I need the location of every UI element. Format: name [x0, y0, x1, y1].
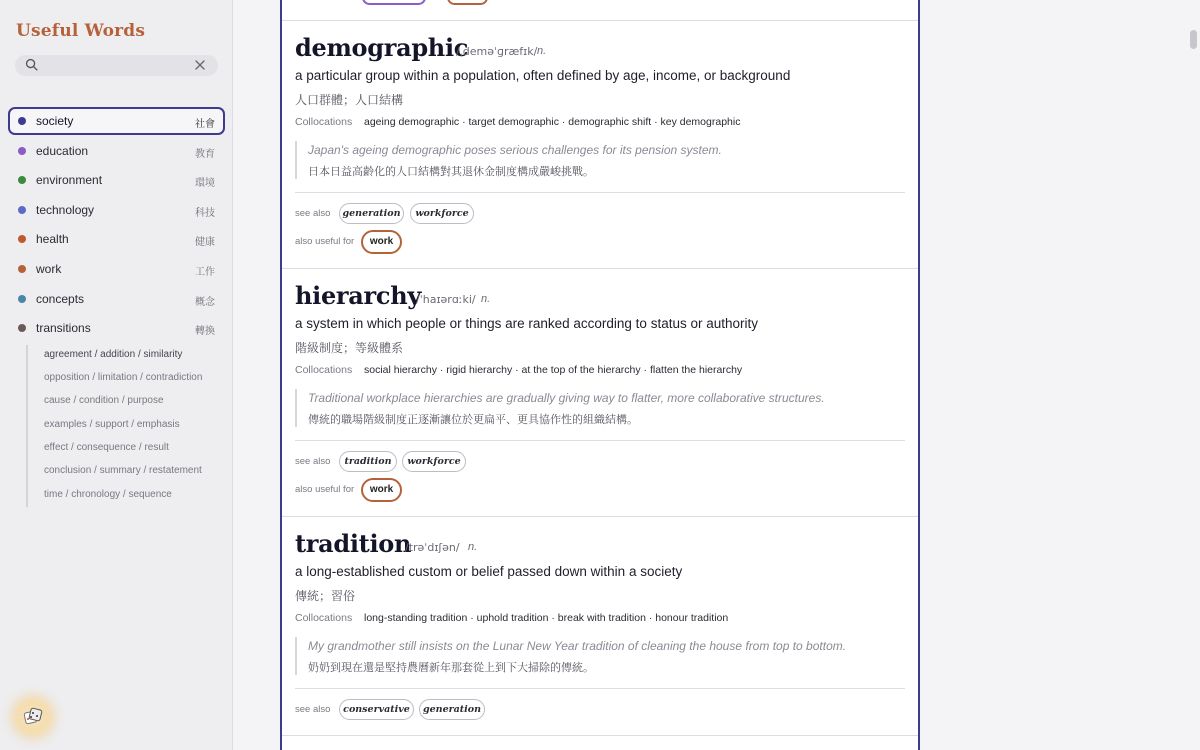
- category-dot: [18, 206, 26, 214]
- see-also-pill[interactable]: tradition: [339, 451, 397, 472]
- entry-ipa: /ˈhaɪərɑːki/: [416, 293, 476, 306]
- sidebar-item-zh: 環境: [195, 178, 215, 190]
- see-also-pill[interactable]: conservative: [339, 699, 414, 720]
- sidebar-item-label: health: [36, 232, 69, 247]
- entry-definition: a system in which people or things are ranked according to status or authority: [295, 316, 758, 331]
- sidebar-item-environment[interactable]: [8, 166, 225, 194]
- sidebar-item-society[interactable]: [8, 107, 225, 135]
- app-title: Useful Words: [16, 21, 146, 41]
- see-also-pill[interactable]: generation: [339, 203, 404, 224]
- transitions-subnav: [26, 345, 216, 507]
- sidebar-item-label: technology: [36, 202, 95, 217]
- example-zh: 奶奶到現在還是堅持農曆新年那套從上到下大掃除的傳統。: [308, 662, 594, 674]
- entry-pos: n.: [481, 293, 491, 305]
- sidebar-item-zh: 工作: [195, 266, 215, 278]
- entry-word: hierarchy: [295, 281, 421, 310]
- collocations-label: Collocations: [295, 612, 353, 624]
- entry-collocations: ageing demographic · target demographic · demographic shift · key demographic: [364, 116, 741, 128]
- example-en: My grandmother still insists on the Lunar New Year tradition of cleaning the house from top to bottom.: [308, 639, 847, 653]
- search-box[interactable]: [15, 55, 218, 76]
- useful-for-pill[interactable]: [447, 0, 488, 5]
- sidebar-item-label: transitions: [36, 321, 91, 336]
- entry-ipa: /ˌdeməˈɡræfɪk/: [456, 45, 538, 58]
- divider: [295, 192, 905, 193]
- useful-for-pill[interactable]: work: [361, 230, 402, 254]
- previous-entry-tail: [282, 0, 918, 21]
- word-entry: [282, 269, 918, 517]
- useful-for-label: also useful for: [295, 236, 355, 247]
- sidebar-item-label: concepts: [36, 291, 85, 306]
- scrollbar-thumb[interactable]: [1190, 30, 1197, 49]
- see-also-pill[interactable]: workforce: [402, 451, 466, 472]
- sidebar-item-zh: 社會: [195, 119, 215, 130]
- sidebar-item-label: environment: [36, 173, 103, 188]
- entry-definition: a particular group within a population, often defined by age, income, or background: [295, 68, 791, 83]
- sidebar-item-zh: 科技: [195, 207, 215, 219]
- example-bar: [295, 389, 297, 427]
- sidebar-item-zh: 教育: [195, 148, 215, 160]
- category-dot: [18, 295, 26, 303]
- sidebar: [0, 0, 233, 750]
- sidebar-item-work[interactable]: [8, 255, 225, 283]
- sidebar-item-label: work: [36, 261, 62, 276]
- sidebar-item-transitions[interactable]: [8, 314, 225, 342]
- divider: [295, 440, 905, 441]
- random-word-button[interactable]: [13, 697, 53, 737]
- entry-definition: a long-established custom or belief passed down within a society: [295, 564, 683, 579]
- example-bar: [295, 637, 297, 675]
- example-zh: 日本日益高齡化的人口結構對其退休金制度構成嚴峻挑戰。: [308, 166, 594, 178]
- see-also-pill[interactable]: workforce: [410, 203, 474, 224]
- see-also-label: see also: [295, 456, 331, 467]
- entry-word: tradition: [295, 529, 412, 558]
- category-dot: [18, 117, 26, 125]
- dice-icon: [23, 707, 43, 727]
- subnav-item[interactable]: conclusion / summary / restatement: [44, 465, 202, 476]
- word-entry: [282, 21, 918, 269]
- category-dot: [18, 235, 26, 243]
- entry-collocations: social hierarchy · rigid hierarchy · at the top of the hierarchy · flatten the hierarchy: [364, 364, 743, 376]
- subnav-item[interactable]: time / chronology / sequence: [44, 489, 172, 500]
- entry-collocations: long-standing tradition · uphold tradition · break with tradition · honour tradition: [364, 612, 729, 624]
- sidebar-item-label: society: [36, 114, 74, 128]
- example-bar: [295, 141, 297, 179]
- useful-for-label: also useful for: [295, 484, 355, 495]
- entry-pos: n.: [537, 45, 547, 57]
- subnav-item[interactable]: opposition / limitation / contradiction: [44, 372, 203, 383]
- collocations-label: Collocations: [295, 116, 353, 128]
- collocations-label: Collocations: [295, 364, 353, 376]
- sidebar-item-concepts[interactable]: [8, 285, 225, 313]
- scrollbar[interactable]: [1188, 0, 1200, 750]
- subnav-item[interactable]: examples / support / emphasis: [44, 419, 180, 430]
- sidebar-item-zh: 概念: [195, 296, 215, 308]
- sidebar-item-zh: 健康: [195, 237, 215, 249]
- divider: [295, 688, 905, 689]
- sidebar-item-technology[interactable]: [8, 196, 225, 224]
- subnav-item[interactable]: effect / consequence / result: [44, 442, 169, 453]
- entry-ipa: /trəˈdɪʃən/: [405, 541, 460, 554]
- entry-zh: 人口群體；人口結構: [295, 93, 404, 107]
- word-list: [280, 0, 920, 750]
- sidebar-item-zh: 轉換: [195, 326, 215, 338]
- category-dot: [18, 265, 26, 273]
- see-also-pill[interactable]: [362, 0, 426, 5]
- see-also-pill[interactable]: generation: [419, 699, 485, 720]
- category-nav: [8, 107, 225, 344]
- entry-zh: 傳統；習俗: [295, 589, 356, 603]
- subnav-item[interactable]: cause / condition / purpose: [44, 395, 164, 406]
- useful-for-pill[interactable]: work: [361, 478, 402, 502]
- search-input[interactable]: [45, 57, 195, 74]
- see-also-label: see also: [295, 704, 331, 715]
- category-dot: [18, 324, 26, 332]
- sidebar-item-label: education: [36, 143, 89, 158]
- word-entry: [282, 517, 918, 736]
- clear-search-icon[interactable]: [194, 59, 206, 71]
- entry-zh: 階級制度；等級體系: [295, 341, 404, 355]
- sidebar-item-health[interactable]: [8, 225, 225, 253]
- example-en: Traditional workplace hierarchies are gradually giving way to flatter, more collaborative structures.: [308, 391, 825, 405]
- sidebar-item-education[interactable]: [8, 137, 225, 165]
- category-dot: [18, 176, 26, 184]
- example-en: Japan's ageing demographic poses serious challenges for its pension system.: [308, 143, 722, 157]
- category-dot: [18, 147, 26, 155]
- search-icon: [25, 58, 38, 71]
- entry-word: demographic: [295, 33, 469, 62]
- entry-pos: n.: [468, 541, 478, 553]
- subnav-item[interactable]: agreement / addition / similarity: [44, 349, 183, 360]
- example-zh: 傳統的職場階級制度正逐漸讓位於更扁平、更具協作性的組織結構。: [308, 414, 638, 426]
- see-also-label: see also: [295, 208, 331, 219]
